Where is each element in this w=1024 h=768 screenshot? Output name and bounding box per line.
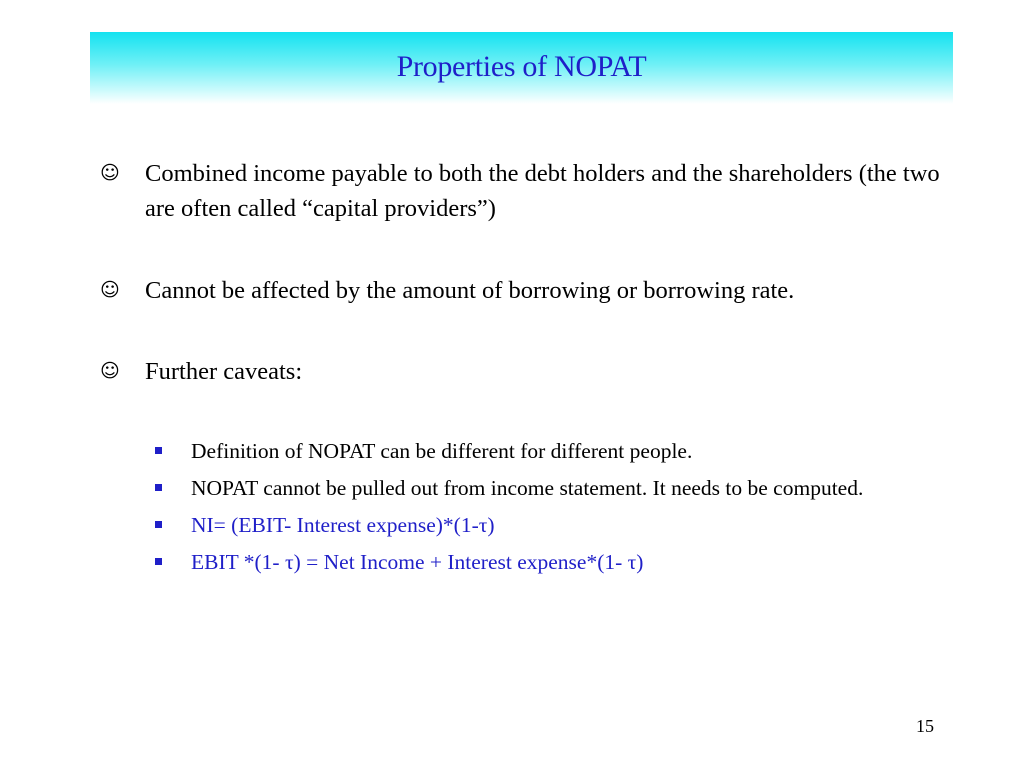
smiley-face-icon: ☺ [100, 279, 120, 301]
sub-bullet-list [153, 436, 953, 584]
title-banner [90, 32, 953, 104]
sub-bullet-item [153, 547, 953, 578]
bullet-text: Cannot be affected by the amount of borrowing or borrowing rate. [145, 277, 795, 304]
square-bullet-icon [155, 558, 162, 565]
square-bullet-icon [155, 521, 162, 528]
formula-ebit: EBIT *(1- τ) = Net Income + Interest expense*(1- τ) [191, 550, 644, 574]
sub-bullet-item [153, 436, 953, 467]
bullet-text: Further caveats: [145, 358, 303, 385]
smiley-face-icon: ☺ [100, 162, 120, 184]
bullet-item [100, 156, 960, 226]
square-bullet-icon [155, 484, 162, 491]
bullet-item [100, 354, 960, 389]
sub-bullet-text: NOPAT cannot be pulled out from income statement. It needs to be computed. [191, 476, 864, 500]
sub-bullet-text: Definition of NOPAT can be different for different people. [191, 439, 693, 463]
smiley-face-icon: ☺ [100, 360, 120, 382]
bullet-text: Combined income payable to both the debt holders and the shareholders (the two are often called “capital providers”) [145, 160, 940, 222]
bullet-item [100, 273, 960, 308]
sub-bullet-item [153, 510, 953, 541]
sub-bullet-item [153, 473, 953, 504]
slide-title: Properties of NOPAT [396, 50, 647, 83]
main-bullet-list [100, 156, 960, 389]
page-number: 15 [916, 716, 934, 736]
square-bullet-icon [155, 447, 162, 454]
formula-ni: NI= (EBIT- Interest expense)*(1-τ) [191, 513, 495, 537]
